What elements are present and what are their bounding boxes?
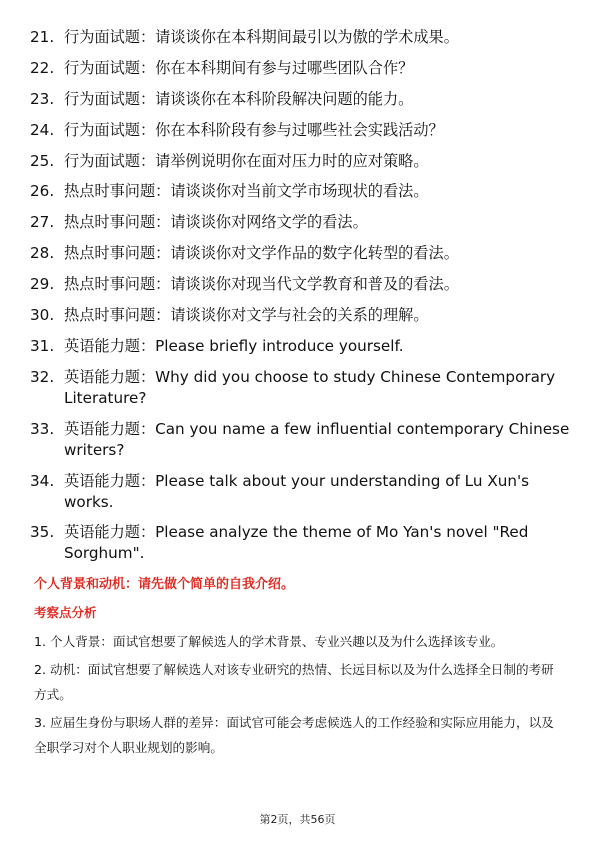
- question-text: 热点时事问题：请谈谈你对文学作品的数字化转型的看法。: [64, 244, 459, 263]
- section-title: 个人背景和动机：请先做个简单的自我介绍。: [34, 577, 295, 592]
- question-text: 热点时事问题：请谈谈你对网络文学的看法。: [64, 213, 368, 232]
- analysis-points: [34, 629, 564, 763]
- analysis-heading: 考察点分析: [34, 605, 97, 620]
- question-text: 行为面试题：请谈谈你在本科阶段解决问题的能力。: [64, 89, 414, 108]
- question-text: 行为面试题：你在本科阶段有参与过哪些社会实践活动？: [64, 120, 444, 139]
- question-number: 22.: [30, 58, 55, 77]
- question-text: 英语能力题：Please analyze the theme of Mo Yan's novel "Red Sorghum".: [64, 523, 529, 563]
- question-number: 34.: [30, 471, 55, 490]
- analysis-point: 1. 个人背景：面试官想要了解候选人的学术背景、专业兴趣以及为什么选择该专业。: [34, 634, 504, 649]
- question-number: 35.: [30, 523, 55, 542]
- question-text: 英语能力题：Please briefly introduce yourself.: [64, 336, 404, 355]
- question-item: [30, 305, 575, 326]
- question-item: [30, 120, 575, 141]
- question-number: 29.: [30, 275, 55, 294]
- question-item: [30, 336, 575, 357]
- question-text: 英语能力题：Please talk about your understanding of Lu Xun's works.: [64, 471, 530, 511]
- question-text: 英语能力题：Can you name a few influential contemporary Chinese writers?: [64, 419, 570, 459]
- question-text: 行为面试题：你在本科期间有参与过哪些团队合作？: [64, 58, 414, 77]
- question-text: 英语能力题：Why did you choose to study Chinese Contemporary Literature?: [64, 367, 556, 407]
- question-item: [30, 151, 575, 172]
- question-number: 24.: [30, 120, 55, 139]
- question-item: [30, 274, 575, 295]
- question-number: 27.: [30, 213, 55, 232]
- analysis-point: 3. 应届生身份与职场人群的差异：面试官可能会考虑候选人的工作经验和实际应用能力，以及全职学习对个人职业规划的影响。: [34, 715, 554, 755]
- question-number: 23.: [30, 89, 55, 108]
- question-number: 26.: [30, 182, 55, 201]
- question-item: [30, 89, 575, 110]
- question-number: 21.: [30, 28, 55, 46]
- question-item: [30, 367, 575, 409]
- question-item: [30, 522, 575, 564]
- question-item: [30, 27, 575, 48]
- question-text: 热点时事问题：请谈谈你对当前文学市场现状的看法。: [64, 182, 429, 201]
- question-number: 30.: [30, 306, 55, 325]
- question-text: 热点时事问题：请谈谈你对现当代文学教育和普及的看法。: [64, 275, 459, 294]
- question-item: [30, 58, 575, 79]
- question-number: 32.: [30, 367, 55, 386]
- question-list: [30, 27, 575, 574]
- question-number: 25.: [30, 151, 55, 170]
- question-number: 33.: [30, 419, 55, 438]
- page-footer: 第2页，共56页: [259, 813, 336, 826]
- question-item: [30, 243, 575, 264]
- question-item: [30, 471, 575, 513]
- question-item: [30, 181, 575, 202]
- question-text: 行为面试题：请谈谈你在本科期间最引以为傲的学术成果。: [64, 28, 459, 46]
- question-number: 28.: [30, 244, 55, 263]
- question-number: 31.: [30, 336, 55, 355]
- analysis-point: 2. 动机：面试官想要了解候选人对该专业研究的热情、长远目标以及为什么选择全日制的考研方式。: [34, 662, 554, 702]
- question-text: 行为面试题：请举例说明你在面对压力时的应对策略。: [64, 151, 429, 170]
- question-item: [30, 212, 575, 233]
- question-text: 热点时事问题：请谈谈你对文学与社会的关系的理解。: [64, 306, 429, 325]
- question-item: [30, 419, 575, 461]
